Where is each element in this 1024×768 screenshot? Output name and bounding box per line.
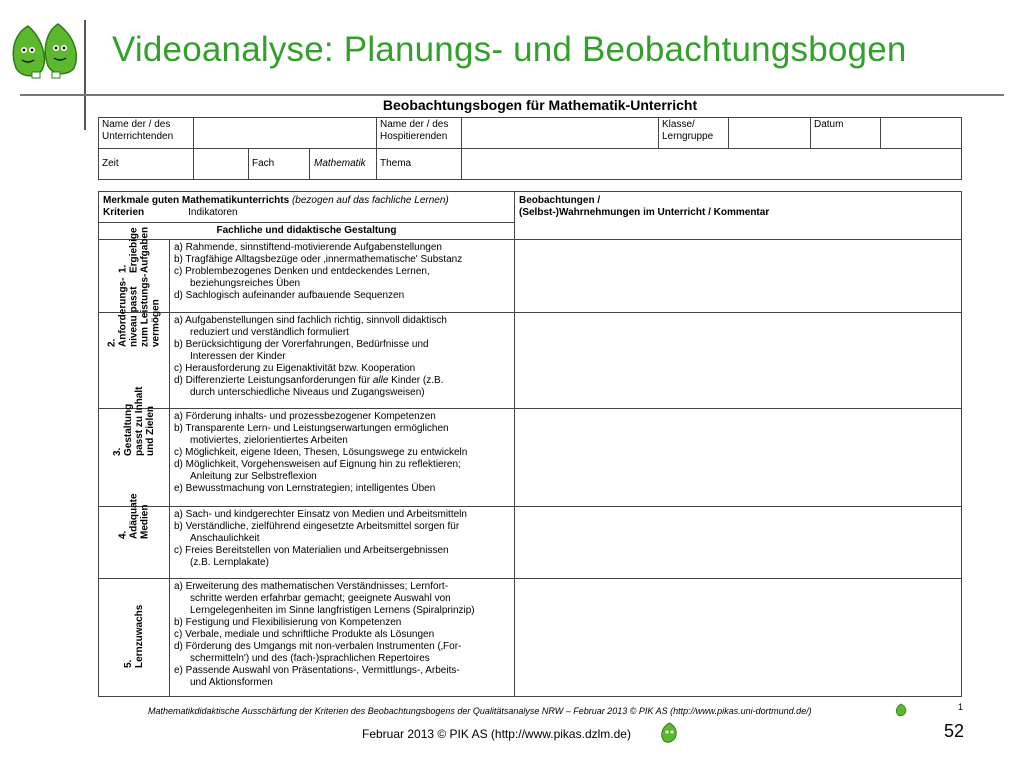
- observation-field[interactable]: [515, 240, 962, 313]
- topic-field[interactable]: [462, 149, 962, 180]
- sheet-title: Beobachtungsbogen für Mathematik-Unterricht: [382, 97, 698, 113]
- date-field[interactable]: [881, 118, 962, 149]
- observer-label-cell: Name der / des Hospitierenden: [377, 118, 462, 149]
- observation-field[interactable]: [515, 409, 962, 507]
- time-and-subject-cell: [194, 149, 377, 180]
- criteria-head-row: [99, 192, 962, 223]
- logo-leaf-right: [45, 24, 76, 74]
- observation-field[interactable]: [515, 507, 962, 579]
- page-number: 52: [944, 721, 965, 741]
- header-form-table: [98, 117, 962, 180]
- footnote: Mathematikdidaktische Ausschärfung der Kriterien des Beobachtungsbogens der Qualitätsanalyse NRW – Februar 2013 © PIK AS (http://www.pikas.uni-dortmund.de/): [148, 706, 812, 716]
- header-row-names: [99, 118, 962, 149]
- observer-name-field[interactable]: [462, 118, 659, 149]
- observation-field[interactable]: [515, 313, 962, 409]
- header-horizontal-rule: [20, 94, 1004, 96]
- section-heading: Fachliche und didaktische Gestaltung: [99, 223, 515, 240]
- logo-leaf-left: [13, 26, 44, 76]
- criterion-label: 1. Ergiebige Aufgaben: [99, 240, 170, 313]
- class-label-cell: Klasse/ Lerngruppe: [659, 118, 729, 149]
- criterion-row: [99, 579, 962, 697]
- header-vertical-rule: [84, 20, 86, 130]
- footer-text: Februar 2013 © PIK AS (http://www.pikas.dzlm.de): [362, 727, 631, 741]
- indicator-list: a) Erweiterung des mathematischen Verständnisses; Lernfort- schritte werden erfahrbar gemacht; geeignete Auswahl von Lerngelegenheiten im Sinne langfristigen Lernens (Spiralprinzip) b) Festigung und Flexibilisierung von Kompetenzen c) Verbale, mediale und schriftliche Produkte als Lösungen d) Förderung des Umgangs mit non-verbalen Instrumenten (‚For- schermitteln') und des (fach-)sprachlichen Repertoires e) Passende Auswahl von Präsentations-, Vermittlungs-, Arbeits- und Aktionsformen: [170, 579, 515, 697]
- indicator-list: a) Aufgabenstellungen sind fachlich richtig, sinnvoll didaktisch reduziert und verständlich formuliert b) Berücksichtigung der Vorerfahrungen, Bedürfnisse und Interessen der Kinder c) Herausforderung zu Eigenaktivität bzw. Kooperation d) Differenzierte Leistungsanforderungen für alle Kinder (z.B. durch unterschiedliche Niveaus und Zugangsweisen): [170, 313, 515, 409]
- time-label-cell: Zeit: [99, 149, 194, 180]
- criterion-label: 4. Adäquate Medien: [99, 507, 170, 579]
- pikas-logo: [8, 18, 84, 84]
- criterion-row: [99, 409, 962, 507]
- pikas-small-logo-icon: [894, 703, 908, 717]
- header-row-subject: [99, 149, 962, 180]
- observation-field[interactable]: [515, 579, 962, 697]
- criterion-label: 2. Anforderungs- niveau passt zum Leistungs- vermögen: [99, 313, 170, 409]
- time-field[interactable]: [194, 149, 249, 179]
- indicator-list: a) Rahmende, sinnstiftend-motivierende Aufgabenstellungen b) Tragfähige Alltagsbezüge oder ‚innermathematische' Substanz c) Problembezogenes Denken und entdeckendes Lernen, beziehungsreiches Üben d) Sachlogisch aufeinander aufbauende Sequenzen: [170, 240, 515, 313]
- subject-value: Mathematik: [314, 158, 366, 169]
- date-label-cell: Datum: [811, 118, 881, 149]
- criterion-label: 3. Gestaltung passt zu Inhalt und Zielen: [99, 409, 170, 507]
- criterion-row: [99, 313, 962, 409]
- observations-head: Beobachtungen / (Selbst-)Wahrnehmungen im Unterricht / Kommentar: [515, 192, 962, 240]
- subject-label: Fach: [249, 149, 310, 179]
- indicator-list: a) Förderung inhalts- und prozessbezogener Kompetenzen b) Transparente Lern- und Leistungserwartungen ermöglichen motiviertes, zielorientiertes Arbeiten c) Möglichkeit, eigene Ideen, Thesen, Lösungswege zu entwickeln d) Möglichkeit, Vorgehensweisen auf Eignung hin zu reflektieren; Anleitung zur Selbstreflexion e) Bewusstmachung von Lernstrategien; intelligentes Üben: [170, 409, 515, 507]
- teacher-name-field[interactable]: [194, 118, 377, 149]
- topic-label-cell: Thema: [377, 149, 462, 180]
- class-field[interactable]: [729, 118, 811, 149]
- criteria-head-left: Merkmale guten Mathematikunterrichts (bezogen auf das fachliche Lernen) Kriterien Indikatoren: [99, 192, 515, 223]
- teacher-label-cell: Name der / des Unterrichtenden: [99, 118, 194, 149]
- footnote-number: 1: [958, 702, 964, 712]
- slide-title: Videoanalyse: Planungs- und Beobachtungsbogen: [112, 30, 907, 69]
- criterion-label: 5. Lernzuwachs: [99, 579, 170, 697]
- pikas-footer-logo-icon: [658, 722, 680, 744]
- indicator-list: a) Sach- und kindgerechter Einsatz von Medien und Arbeitsmitteln b) Verständliche, zielführend eingesetzte Arbeitsmittel sorgen für Anschaulichkeit c) Freies Bereitstellen von Materialien und Arbeitsergebnissen (z.B. Lernplakate): [170, 507, 515, 579]
- criterion-row: [99, 240, 962, 313]
- criteria-table: [98, 191, 962, 697]
- criterion-row: [99, 507, 962, 579]
